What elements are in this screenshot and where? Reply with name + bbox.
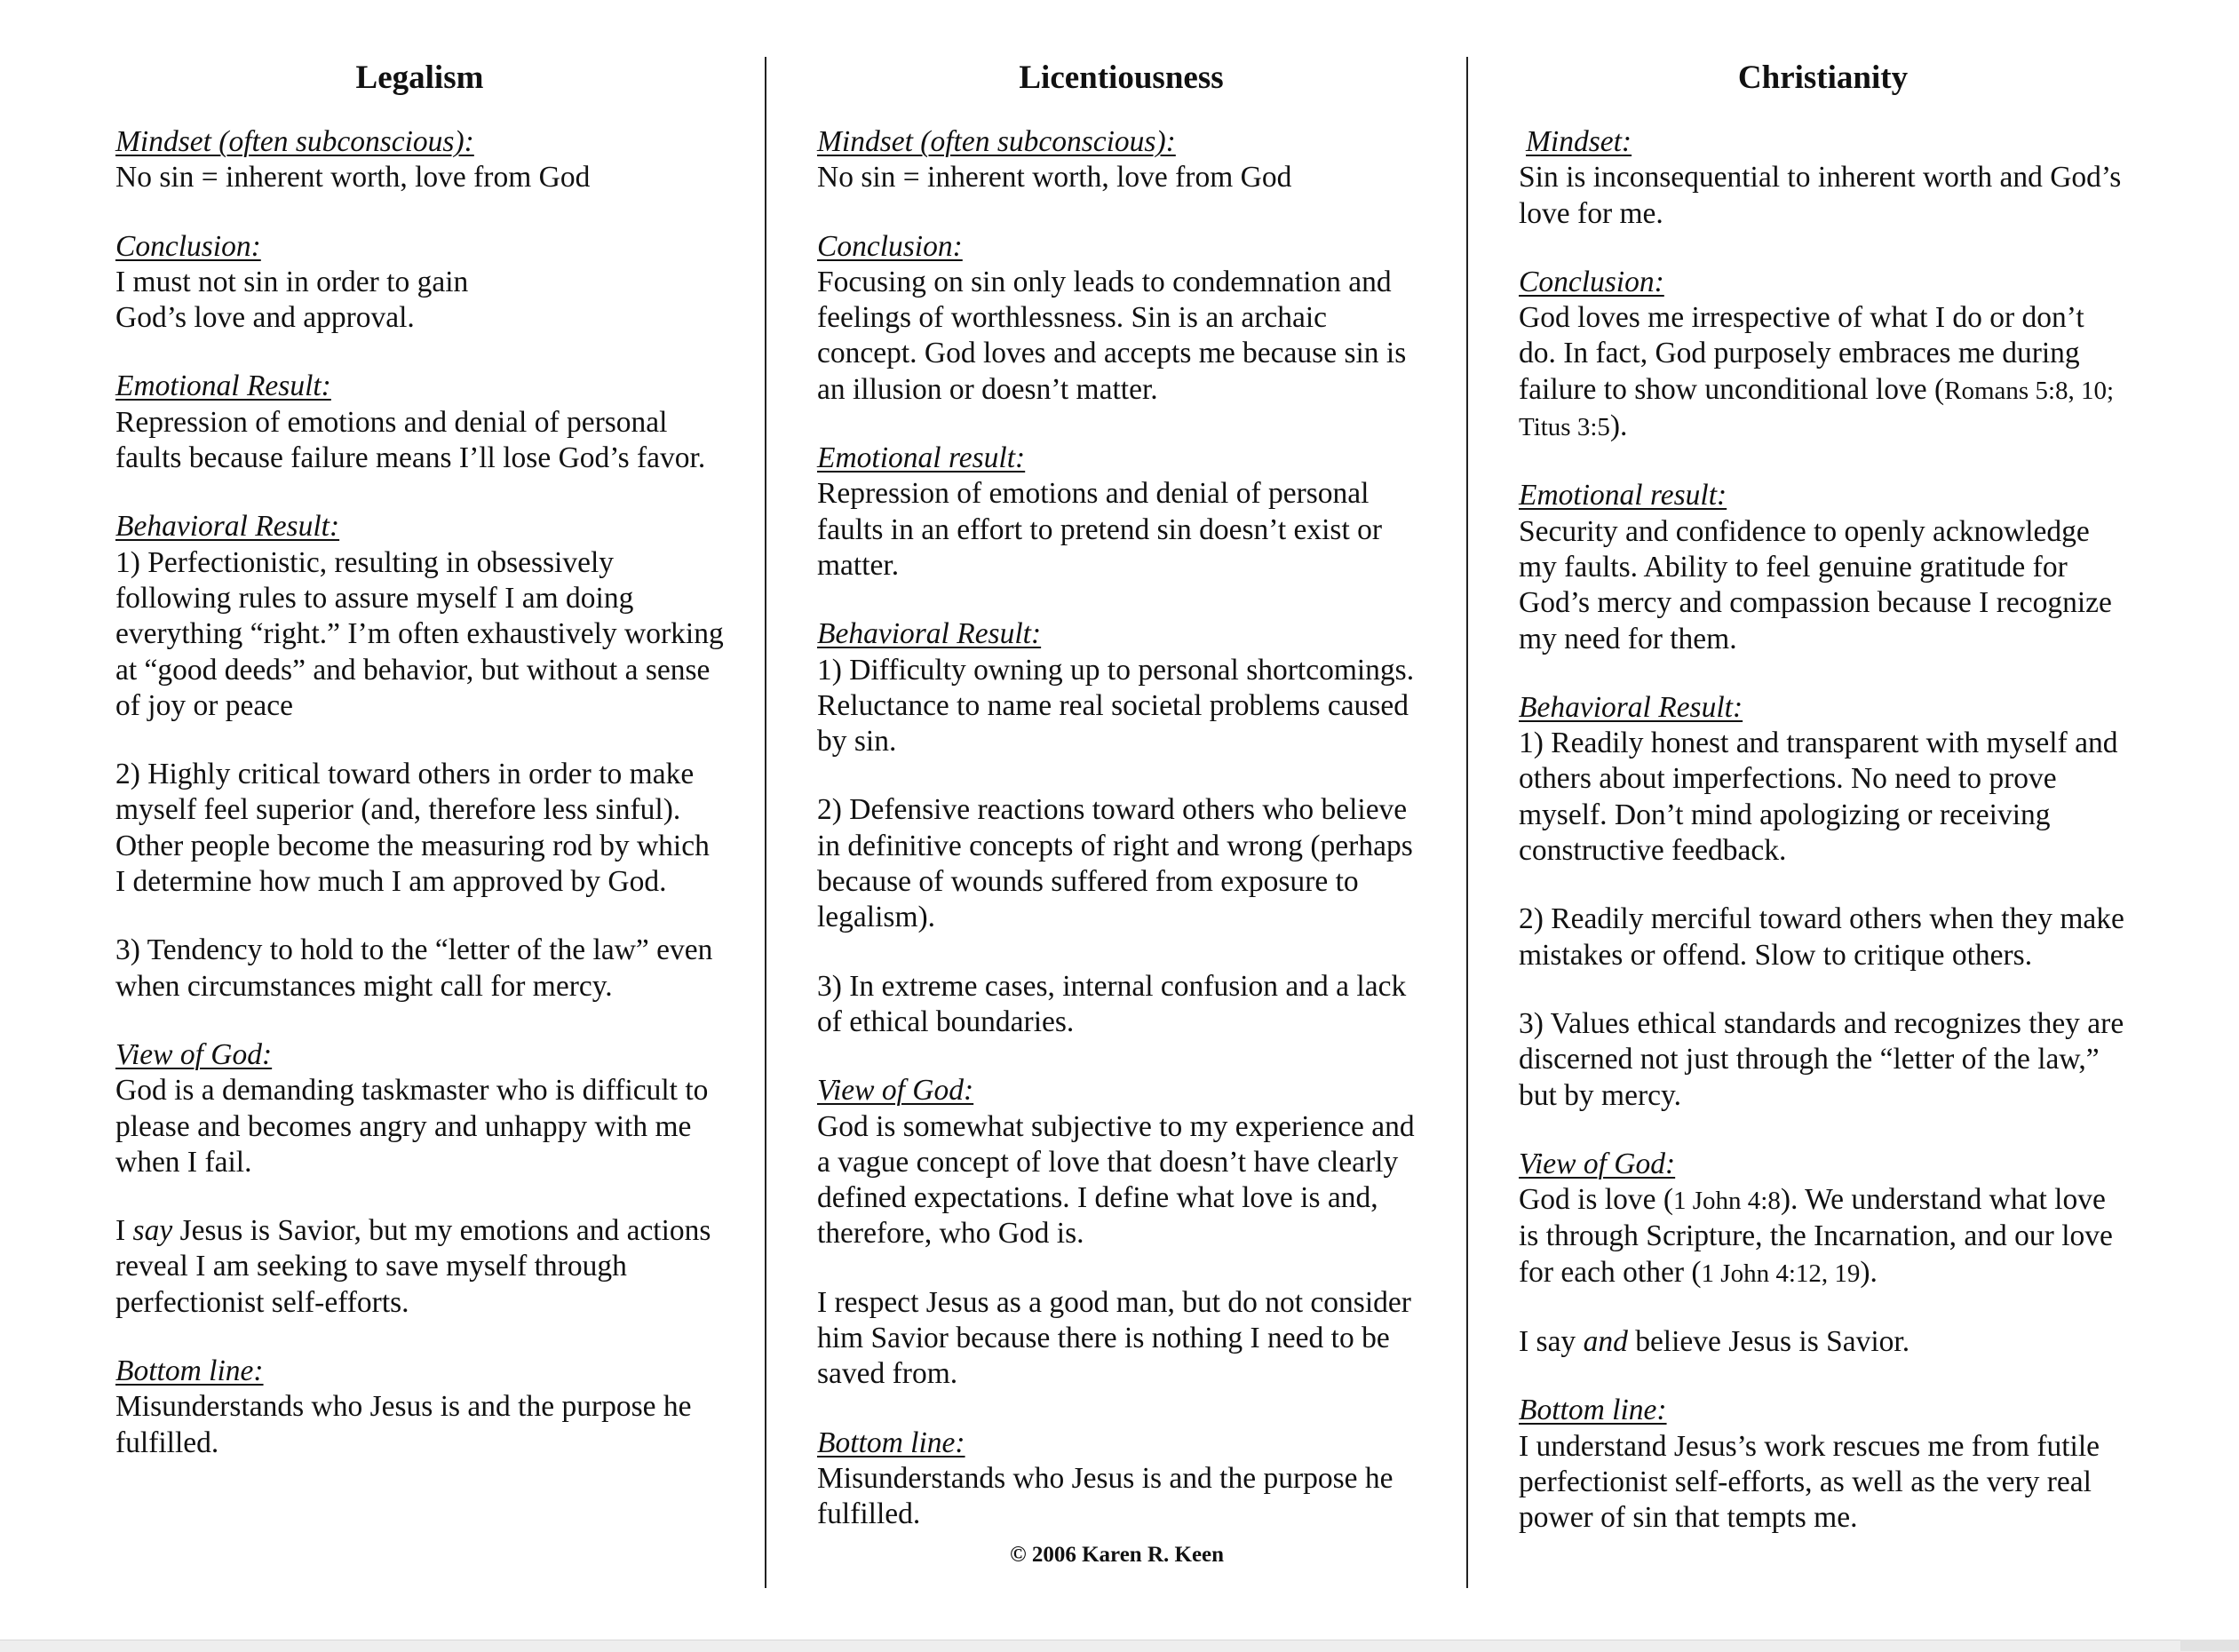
text-run: ).: [1609, 409, 1628, 443]
section-text: God is somewhat subjective to my experience and a vague concept of love that doesn’t have clearly defined expectations. I define what love is and, therefore, who God is.: [817, 1109, 1415, 1251]
bottom-line-section: [817, 1426, 1425, 1533]
section-heading: Mindset:: [1526, 125, 1632, 158]
column-divider: [1466, 57, 1468, 1588]
horizontal-scrollbar[interactable]: [0, 1640, 2239, 1652]
scripture-reference: Romans 5:8, 10; Titus 3:5: [1519, 376, 2115, 442]
scrollbar-corner: [2180, 1640, 2239, 1651]
bottom-line-section: [1519, 1393, 2127, 1536]
section-heading: Conclusion:: [115, 229, 261, 263]
text-run: believe Jesus is Savior.: [1627, 1325, 1910, 1359]
section-heading: View of God:: [817, 1074, 974, 1108]
emotional-result-section: [817, 441, 1425, 584]
view-of-god-section: [1519, 1147, 2127, 1291]
column-divider: [765, 57, 766, 1588]
bottom-line-section: [115, 1354, 724, 1461]
column-title: Christianity: [1737, 60, 1909, 96]
behavioral-result-section: [817, 616, 1425, 1040]
section-heading: Emotional Result:: [115, 369, 331, 403]
text-run: God loves me irrespective of what I do or don’t do. In fact, God purposely embraces me during failure to show unconditional love (: [1519, 301, 2084, 406]
section-text: Focusing on sin only leads to condemnation and feelings of worthlessness. Sin is an archaic concept. God loves and accepts me because sin is an illusion or doesn’t matter.: [817, 265, 1407, 406]
section-heading: Behavioral Result:: [1519, 690, 1743, 724]
section-text: Misunderstands who Jesus is and the purpose he fulfilled.: [817, 1461, 1393, 1531]
section-heading: Conclusion:: [817, 229, 963, 263]
behavioral-result-section: [115, 509, 724, 1005]
behavioral-item: 2) Highly critical toward others in order to make myself feel superior (and, therefore less sinful). Other people become the measuring rod by which I determine how much I am approved by God.: [115, 758, 710, 899]
behavioral-item: 3) Tendency to hold to the “letter of the law” even when circumstances might call for mercy.: [115, 933, 713, 1003]
behavioral-item: 1) Difficulty owning up to personal shortcomings. Reluctance to name real societal problems caused by sin.: [817, 653, 1415, 758]
text-run: I: [115, 1214, 133, 1248]
behavioral-item: 1) Perfectionistic, resulting in obsessively following rules to assure myself I am doing everything “right.” I’m often exhaustively working at “good deeds” and behavior, but without a sense of joy or peace: [115, 545, 724, 722]
section-heading: Emotional result:: [817, 441, 1026, 475]
column-legalism: [115, 55, 724, 1494]
section-heading: View of God:: [1519, 1147, 1676, 1180]
savior-statement: [115, 1213, 724, 1321]
text-run: Jesus is Savior, but my emotions and actions reveal I am seeking to save myself through perfectionist self-efforts.: [115, 1214, 711, 1319]
savior-statement: [817, 1285, 1425, 1393]
section-text: Misunderstands who Jesus is and the purpose he fulfilled.: [115, 1390, 692, 1459]
text-run: ).: [1860, 1255, 1878, 1289]
behavioral-item: 2) Readily merciful toward others when they make mistakes or offend. Slow to critique others.: [1519, 902, 2124, 972]
section-text: God is a demanding taskmaster who is difficult to please and becomes angry and unhappy with me when I fail.: [115, 1074, 709, 1179]
section-text: Sin is inconsequential to inherent worth and God’s love for me.: [1519, 161, 2122, 230]
section-text: [1519, 1324, 2127, 1360]
view-of-god-section: [115, 1037, 724, 1180]
column-title: Licentiousness: [1019, 60, 1224, 96]
savior-statement: [1519, 1324, 2127, 1360]
section-text: Security and confidence to openly acknowledge my faults. Ability to feel genuine gratitude for God’s mercy and compassion because I recognize my need for them.: [1519, 514, 2112, 655]
section-heading: Behavioral Result:: [115, 510, 340, 544]
view-of-god-section: [817, 1073, 1425, 1251]
emotional-result-section: [1519, 478, 2127, 656]
mindset-section: [115, 124, 724, 196]
mindset-section: [817, 124, 1425, 196]
section-heading: Mindset (often subconscious):: [817, 125, 1176, 158]
section-text: Repression of emotions and denial of personal faults because failure means I’ll lose God’s favor.: [115, 405, 706, 475]
section-heading: View of God:: [115, 1037, 273, 1071]
conclusion-section: [817, 229, 1425, 408]
behavioral-item: 3) Values ethical standards and recognizes they are discerned not just through the “letter of the law,” but by mercy.: [1519, 1006, 2124, 1112]
conclusion-section: [1519, 265, 2127, 445]
mindset-section: [1519, 124, 2127, 232]
text-run: ). We understand what love is through Scripture, the Incarnation, and our love for each other (: [1519, 1183, 2113, 1289]
emotional-result-section: [115, 369, 724, 476]
section-text: [115, 1213, 724, 1321]
column-title: Legalism: [355, 60, 484, 96]
behavioral-item: 2) Defensive reactions toward others who believe in definitive concepts of right and wrong (perhaps because of wounds suffered from exposure to legalism).: [817, 793, 1413, 934]
section-text: No sin = inherent worth, love from God: [115, 161, 591, 195]
behavioral-result-section: [1519, 690, 2127, 1114]
section-heading: Bottom line:: [115, 1354, 264, 1388]
section-text: No sin = inherent worth, love from God: [817, 161, 1292, 195]
column-licentiousness: [817, 55, 1425, 1566]
section-heading: Conclusion:: [1519, 265, 1664, 298]
text-run: I say: [1519, 1325, 1584, 1359]
behavioral-item: 1) Readily honest and transparent with myself and others about imperfections. No need to prove myself. Don’t mind apologizing or receiving constructive feedback.: [1519, 727, 2118, 868]
section-heading: Behavioral Result:: [817, 617, 1042, 651]
section-text: I understand Jesus’s work rescues me from futile perfectionist self-efforts, as well as the very real power of sin that tempts me.: [1519, 1429, 2100, 1535]
section-text: [1519, 300, 2127, 445]
section-text: I respect Jesus as a good man, but do not consider him Savior because there is nothing I need to be saved from.: [817, 1285, 1411, 1391]
section-heading: Emotional result:: [1519, 479, 1727, 512]
section-text: [1519, 1182, 2127, 1291]
text-run: God is love (: [1519, 1183, 1673, 1217]
emphasis-text: and: [1583, 1325, 1628, 1359]
section-heading: Bottom line:: [1519, 1394, 1667, 1427]
copyright-notice: © 2006 Karen R. Keen: [1009, 1543, 1225, 1567]
emphasis-text: say: [132, 1214, 173, 1248]
section-heading: Mindset (often subconscious):: [115, 125, 474, 158]
section-text: Repression of emotions and denial of personal faults in an effort to pretend sin doesn’t exist or matter.: [817, 477, 1383, 582]
column-christianity: [1519, 55, 2127, 1569]
conclusion-section: [115, 229, 724, 337]
scripture-reference: 1 John 4:12, 19: [1701, 1259, 1861, 1288]
section-heading: Bottom line:: [817, 1426, 965, 1459]
scripture-reference: 1 John 4:8: [1673, 1187, 1781, 1216]
section-text: I must not sin in order to gain God’s love and approval.: [115, 265, 469, 335]
behavioral-item: 3) In extreme cases, internal confusion and a lack of ethical boundaries.: [817, 969, 1407, 1038]
